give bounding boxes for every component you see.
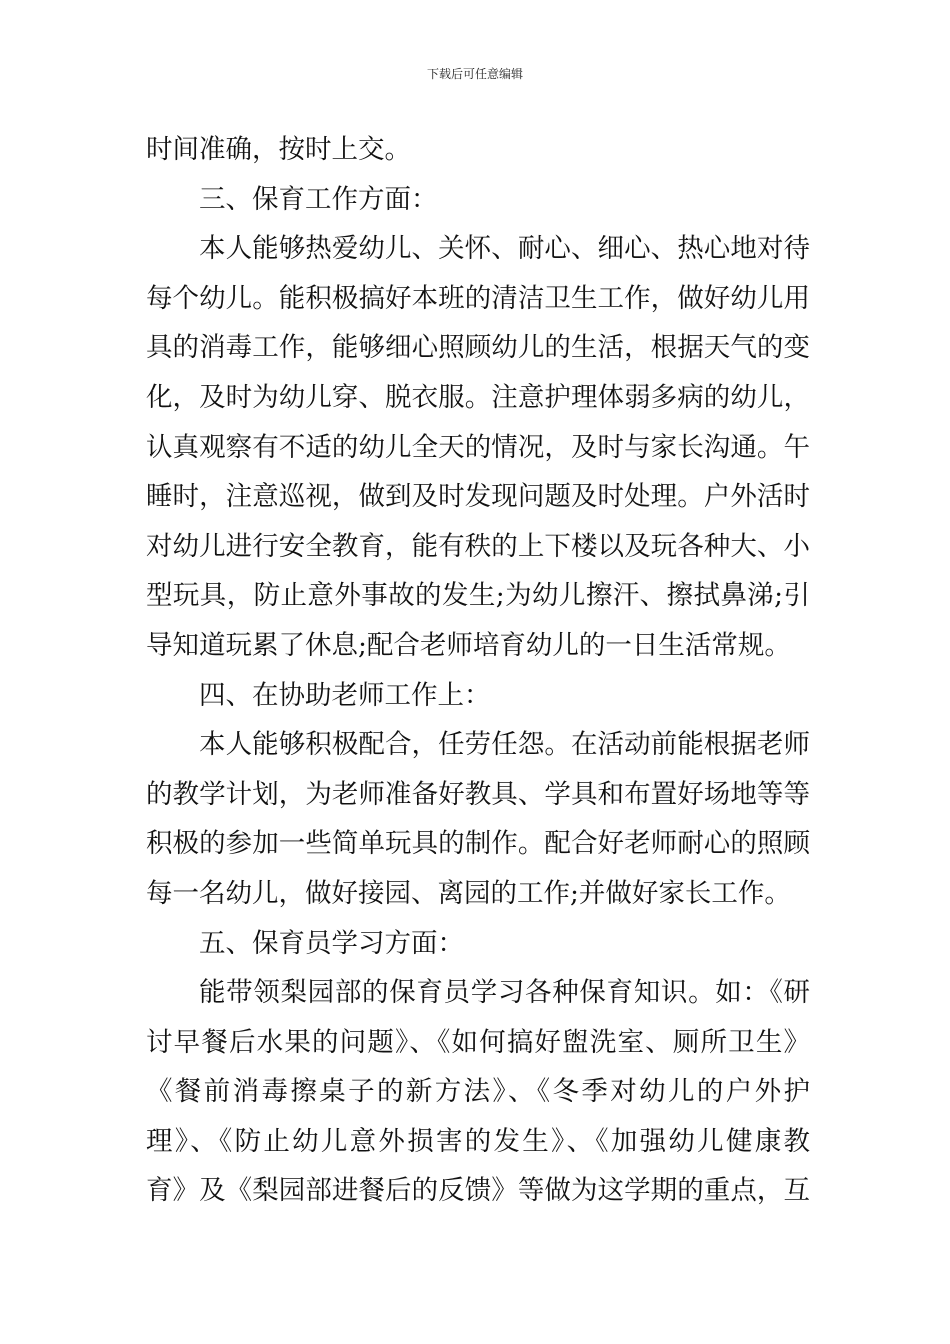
paragraph-line: 能带领梨园部的保育员学习各种保育知识。如：《研 [199, 977, 810, 1009]
paragraph-line: 对幼儿进行安全教育，能有秩的上下楼以及玩各种大、小 [146, 530, 810, 562]
paragraph-line: 的教学计划，为老师准备好教具、学具和布置好场地等等 [146, 778, 810, 810]
paragraph-line: 积极的参加一些简单玩具的制作。配合好老师耐心的照顾 [146, 828, 810, 860]
paragraph-line: 具的消毒工作，能够细心照顾幼儿的生活，根据天气的变 [146, 332, 810, 364]
paragraph-line: 本人能够积极配合，任劳任怨。在活动前能根据老师 [199, 729, 810, 761]
paragraph-line: 导知道玩累了休息;配合老师培育幼儿的一日生活常规。 [146, 629, 791, 661]
document-body [146, 125, 810, 1216]
paragraph-line: 《餐前消毒擦桌子的新方法》、《冬季对幼儿的户外护 [146, 1076, 810, 1108]
paragraph-line: 讨早餐后水果的问题》、《如何搞好盥洗室、厕所卫生》 [146, 1026, 810, 1058]
paragraph-line: 本人能够热爱幼儿、关怀、耐心、细心、热心地对待 [199, 233, 810, 265]
paragraph-line: 育》及《梨园部进餐后的反馈》等做为这学期的重点，互 [146, 1175, 810, 1207]
section-heading-3: 三、保育工作方面： [199, 183, 438, 215]
section-heading-5: 五、保育员学习方面： [199, 927, 464, 959]
paragraph-line: 理》、《防止幼儿意外损害的发生》、《加强幼儿健康教 [146, 1125, 810, 1157]
page-header: 下载后可任意编辑 [426, 67, 523, 81]
text-line: 时间准确，按时上交。 [146, 134, 411, 165]
paragraph-line: 每个幼儿。能积极搞好本班的清洁卫生工作，做好幼儿用 [146, 282, 810, 314]
section-heading-4: 四、在协助老师工作上： [199, 679, 491, 711]
paragraph-line: 每一名幼儿，做好接园、离园的工作;并做好家长工作。 [146, 877, 791, 909]
paragraph-line: 认真观察有不适的幼儿全天的情况，及时与家长沟通。午 [146, 431, 810, 463]
paragraph-line: 型玩具，防止意外事故的发生;为幼儿擦汗、擦拭鼻涕;引 [146, 580, 810, 612]
paragraph-line: 化，及时为幼儿穿、脱衣服。注意护理体弱多病的幼儿， [146, 381, 810, 413]
paragraph-line: 睡时，注意巡视，做到及时发现问题及时处理。户外活时 [146, 481, 810, 513]
